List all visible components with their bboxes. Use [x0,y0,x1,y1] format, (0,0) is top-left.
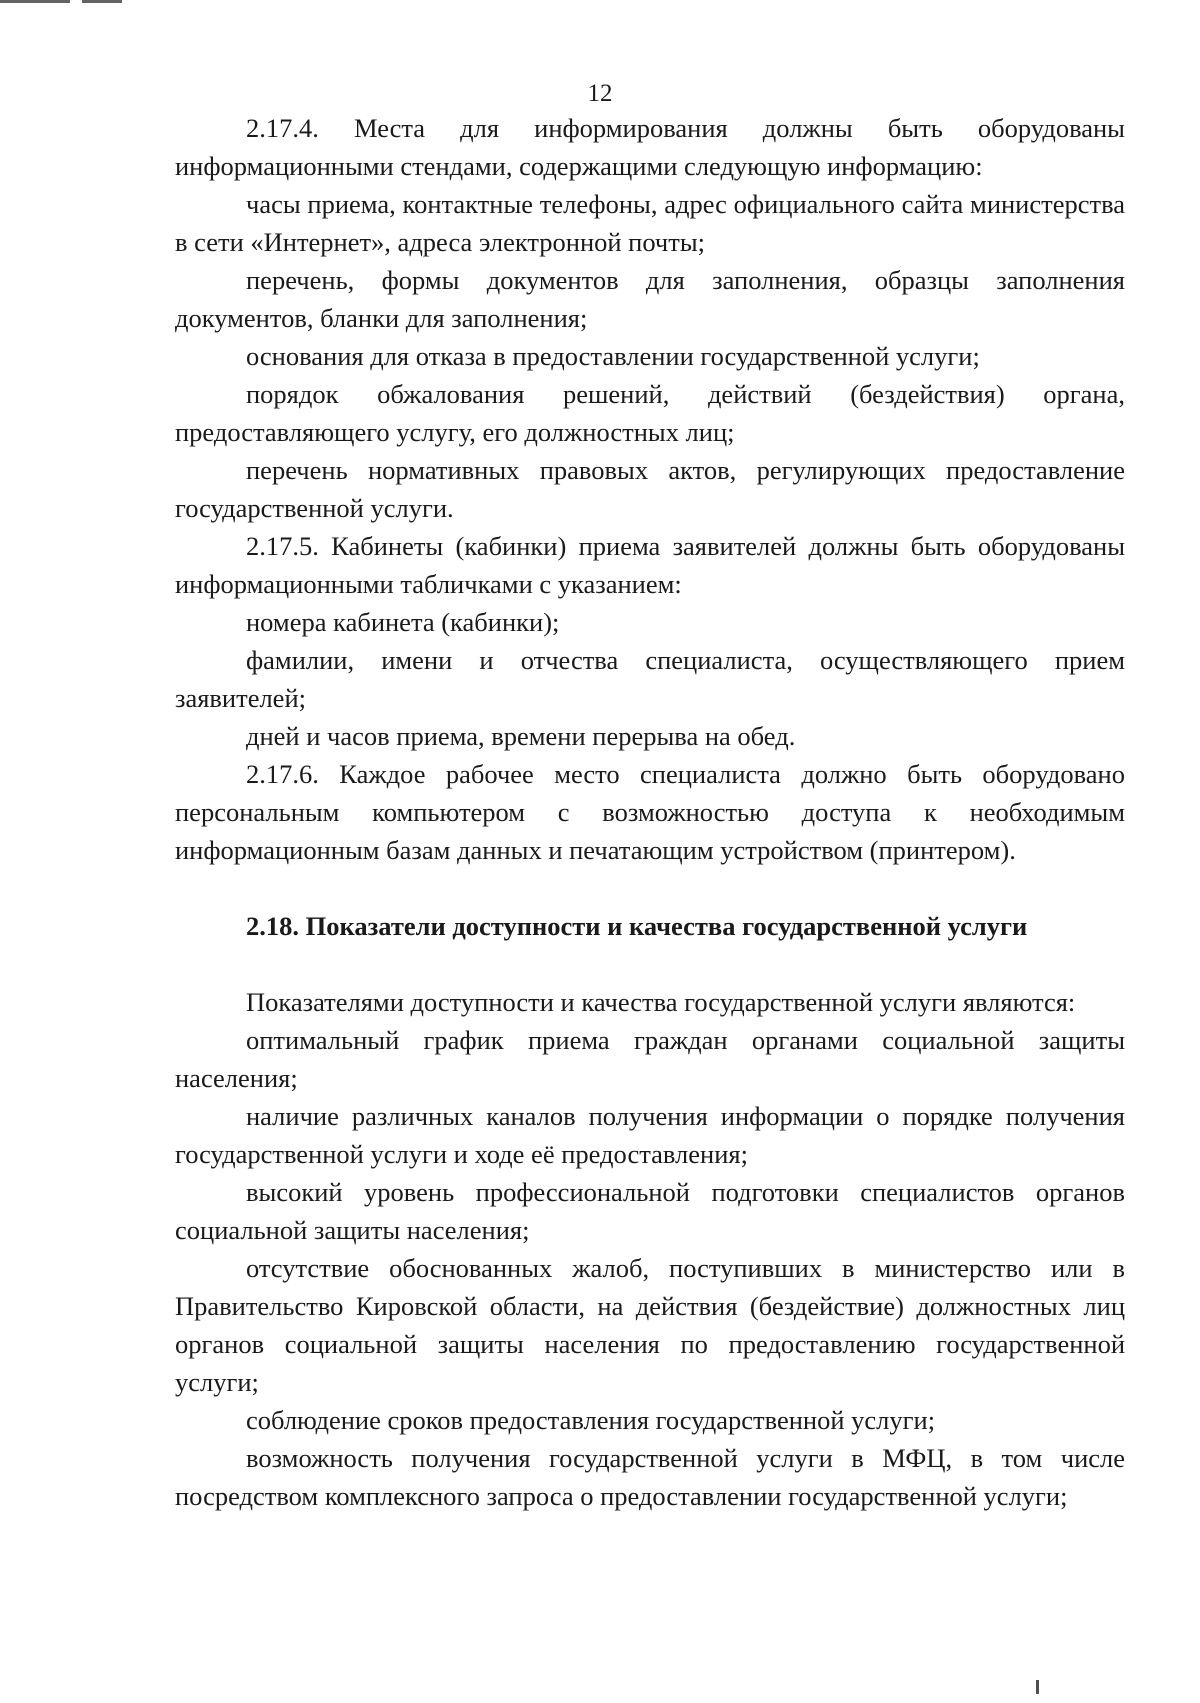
list-item-cabinet-number: номера кабинета (кабинки); [246,607,560,637]
scan-artifact-bottom-right [1036,1680,1039,1694]
list-item-training-level: высокий уровень профессиональной подготовки специалистов органов социальной защиты населения; [175,1177,1125,1245]
paragraph-2-17-5: 2.17.5. Кабинеты (кабинки) приема заявителей должны быть оборудованы информационными табличками с указанием: [175,531,1125,599]
paragraph-2-17-4: 2.17.4. Места для информирования должны быть оборудованы информационными стендами, содержащими следующую информацию: [175,113,1125,181]
list-item-reception-hours: часы приема, контактные телефоны, адрес официального сайта министерства в сети «Интернет», адреса электронной почты; [175,189,1125,257]
list-item-mfc-service: возможность получения государственной услуги в МФЦ, в том числе посредством комплексного запроса о предоставлении государственной услуги; [175,1443,1125,1511]
list-item-no-complaints: отсутствие обоснованных жалоб, поступивших в министерство или в Правительство Кировской области, на действия (бездействие) должностных лиц органов социальной защиты населения по предоставлению государственной услуги; [175,1253,1125,1397]
list-item-document-forms: перечень, формы документов для заполнения, образцы заполнения документов, бланки для заполнения; [175,265,1125,333]
paragraph-indicators-intro: Показателями доступности и качества государственной услуги являются: [246,987,1076,1017]
list-item-refusal-grounds: основания для отказа в предоставлении государственной услуги; [246,341,980,371]
list-item-legal-acts: перечень нормативных правовых актов, регулирующих предоставление государственной услуги. [175,455,1125,523]
scan-artifact-top-left [0,0,70,3]
section-heading-2-18: 2.18. Показатели доступности и качества государственной услуги [246,911,1028,941]
paragraph-2-17-6: 2.17.6. Каждое рабочее место специалиста должно быть оборудовано персональным компьютером с возможностью доступа к необходимым информационным базам данных и печатающим устройством (принтером). [175,759,1125,865]
scan-artifact-top-left-2 [82,0,122,3]
list-item-info-channels: наличие различных каналов получения информации о порядке получения государственной услуги и ходе её предоставления; [175,1101,1125,1169]
list-item-optimal-schedule: оптимальный график приема граждан органами социальной защиты населения; [175,1025,1125,1093]
document-body [175,109,1125,1515]
list-item-appeal-procedure: порядок обжалования решений, действий (бездействия) органа, предоставляющего услугу, его должностных лиц; [175,379,1125,447]
list-item-specialist-name: фамилии, имени и отчества специалиста, осуществляющего прием заявителей; [175,645,1125,713]
list-item-reception-days: дней и часов приема, времени перерыва на обед. [246,721,796,751]
list-item-deadlines: соблюдение сроков предоставления государственной услуги; [246,1405,936,1435]
page-number: 12 [587,80,613,107]
